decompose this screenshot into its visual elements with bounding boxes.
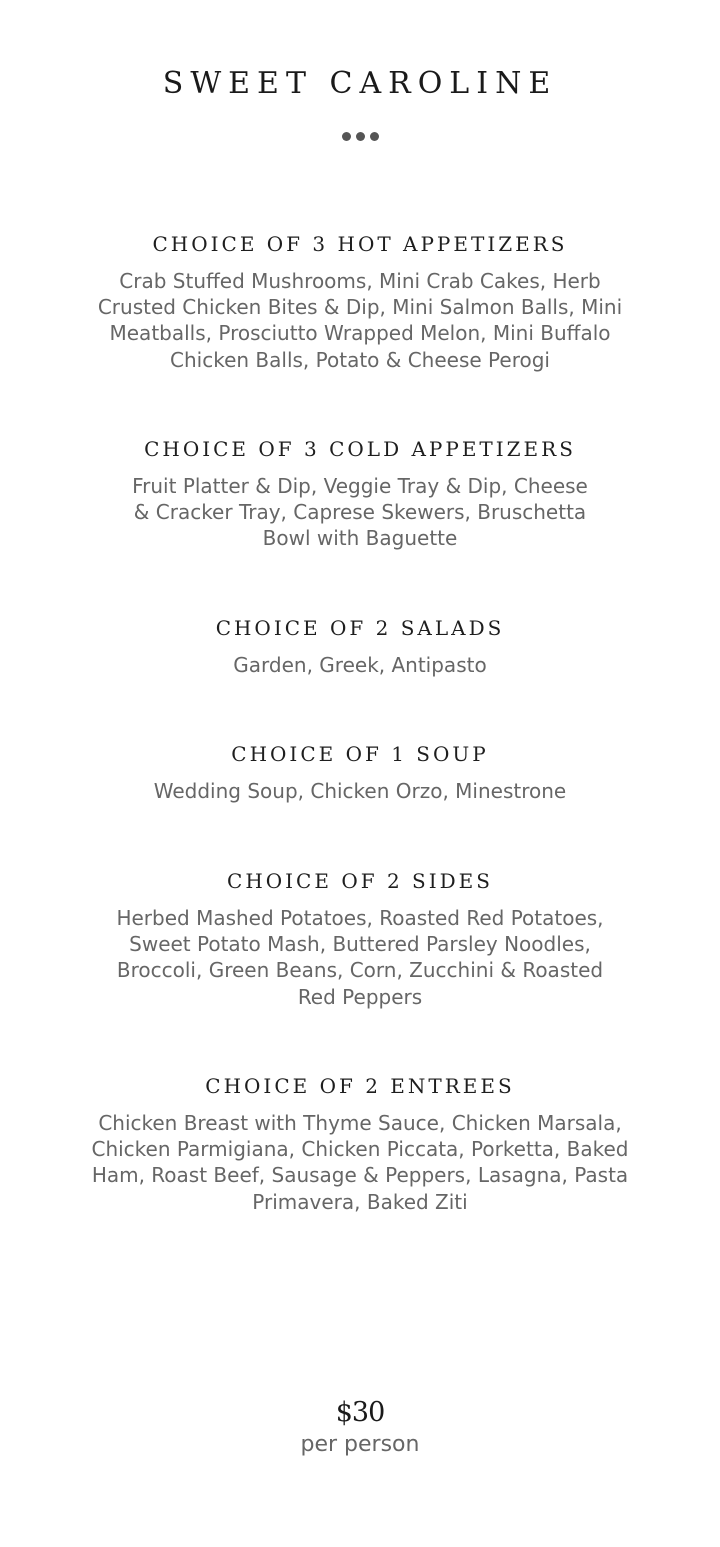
- section-items: Garden, Greek, Antipasto: [233, 653, 487, 677]
- section-items: Herbed Mashed Potatoes, Roasted Red Potatoes, Sweet Potato Mash, Buttered Parsley Noodles, Broccoli, Green Beans, Corn, Zucchini & Roasted Red Peppers: [116, 906, 604, 1009]
- section-heading: CHOICE OF 2 ENTREES: [205, 1074, 515, 1098]
- section-cold-appetizers: [0, 433, 720, 552]
- section-heading: CHOICE OF 3 COLD APPETIZERS: [144, 437, 576, 461]
- section-items: Crab Stuffed Mushrooms, Mini Crab Cakes, Herb Crusted Chicken Bites & Dip, Mini Salmon Balls, Mini Meatballs, Prosciutto Wrapped Melon, Mini Buffalo Chicken Balls, Potato & Cheese Perogi: [97, 269, 623, 372]
- ornament-dots: [0, 132, 720, 141]
- dot-icon: [356, 132, 365, 141]
- dot-icon: [370, 132, 379, 141]
- price-amount: $30: [335, 1397, 385, 1428]
- section-heading: CHOICE OF 3 HOT APPETIZERS: [152, 232, 568, 256]
- section-items: Fruit Platter & Dip, Veggie Tray & Dip, Cheese & Cracker Tray, Caprese Skewers, Bruschetta Bowl with Baguette: [132, 474, 588, 551]
- section-sides: [0, 865, 720, 1010]
- price-block: [0, 1395, 720, 1459]
- section-items: Chicken Breast with Thyme Sauce, Chicken Marsala, Chicken Parmigiana, Chicken Piccata, Porketta, Baked Ham, Roast Beef, Sausage & Peppers, Lasagna, Pasta Primavera, Baked Ziti: [91, 1111, 629, 1214]
- section-hot-appetizers: [0, 228, 720, 373]
- section-soup: [0, 738, 720, 804]
- section-heading: CHOICE OF 2 SIDES: [227, 869, 493, 893]
- section-entrees: [0, 1070, 720, 1215]
- menu-title: SWEET CAROLINE: [162, 66, 558, 101]
- dot-icon: [342, 132, 351, 141]
- section-heading: CHOICE OF 1 SOUP: [231, 742, 489, 766]
- section-items: Wedding Soup, Chicken Orzo, Minestrone: [153, 779, 567, 803]
- section-salads: [0, 612, 720, 678]
- section-heading: CHOICE OF 2 SALADS: [215, 616, 505, 640]
- price-unit: per person: [300, 1432, 420, 1457]
